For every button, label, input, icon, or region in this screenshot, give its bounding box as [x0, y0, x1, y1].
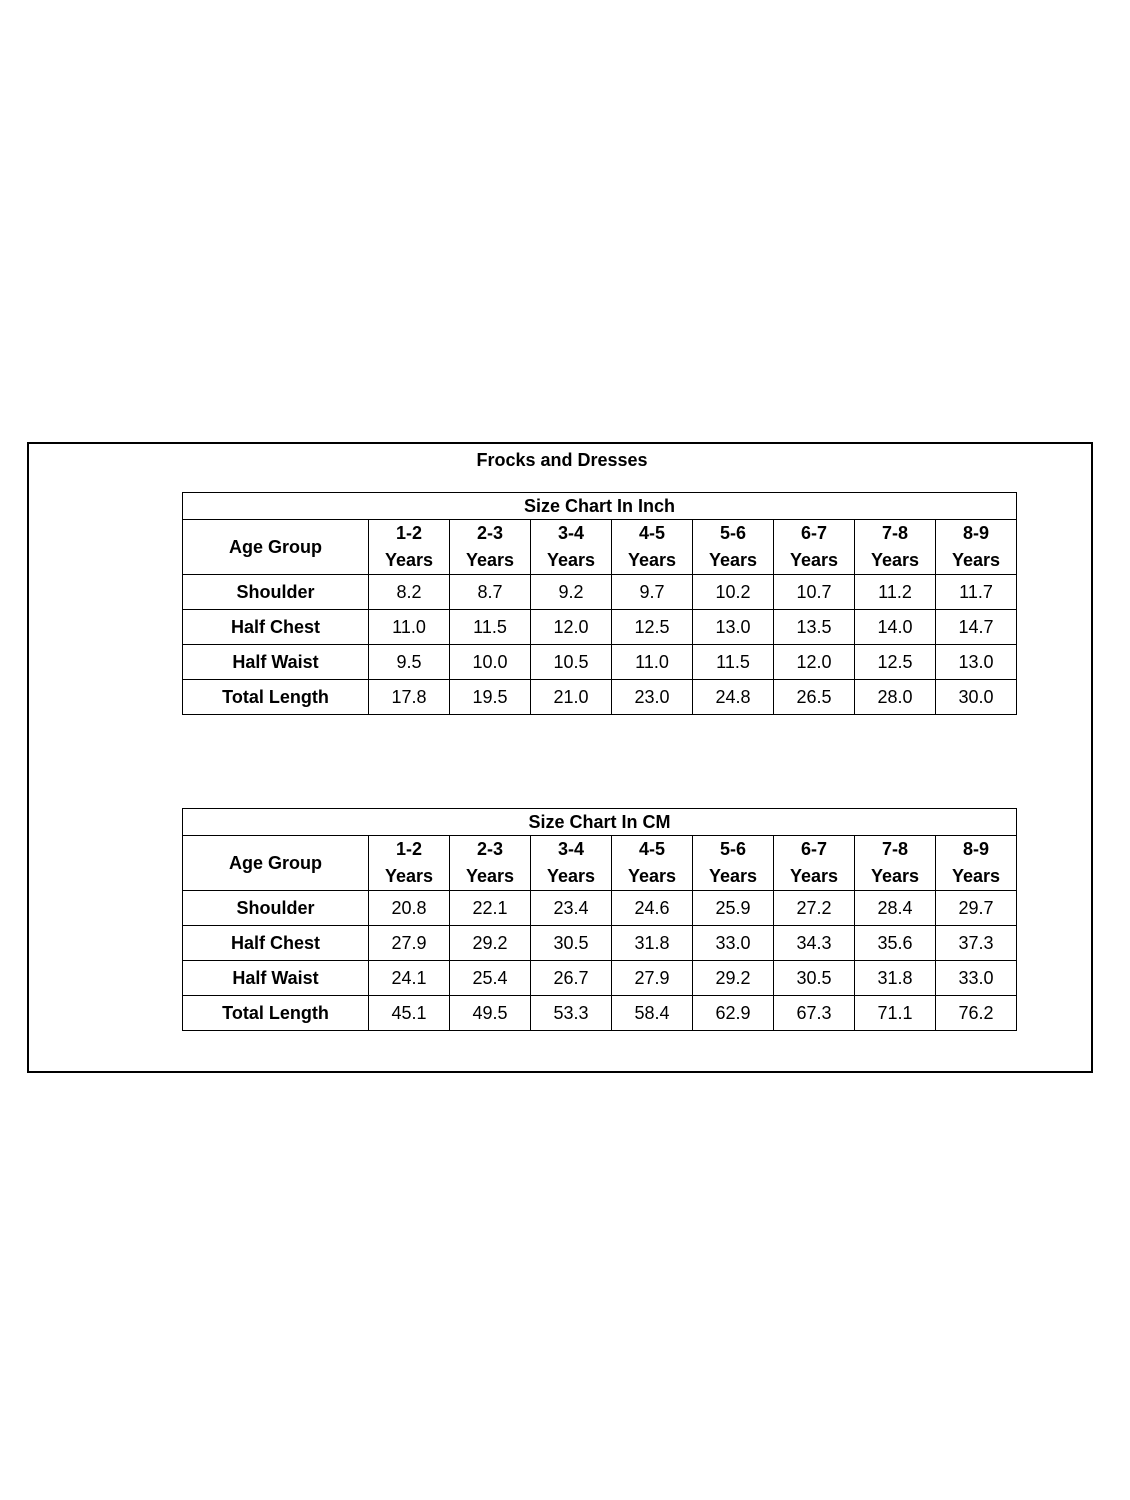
age-column-header [693, 520, 774, 575]
age-unit-label: Years [627, 550, 677, 570]
age-unit-label: Years [384, 550, 434, 570]
measurement-value: 11.0 [369, 610, 450, 645]
age-column-header [531, 836, 612, 891]
measurement-value: 62.9 [693, 996, 774, 1031]
age-range-label: 1-2 [395, 839, 422, 859]
age-unit-label: Years [789, 866, 839, 886]
measurement-value: 23.0 [612, 680, 693, 715]
age-unit-label: Years [708, 866, 758, 886]
measurement-value: 10.0 [450, 645, 531, 680]
age-unit-label: Years [384, 866, 434, 886]
measurement-label: Total Length [183, 680, 369, 715]
measurement-value: 22.1 [450, 891, 531, 926]
age-range-label: 2-3 [476, 839, 503, 859]
age-unit-label: Years [789, 550, 839, 570]
measurement-value: 14.0 [855, 610, 936, 645]
measurement-value: 49.5 [450, 996, 531, 1031]
measurement-value: 33.0 [936, 961, 1017, 996]
measurement-value: 23.4 [531, 891, 612, 926]
measurement-value: 14.7 [936, 610, 1017, 645]
measurement-value: 17.8 [369, 680, 450, 715]
table-row [183, 961, 1017, 996]
table-row [183, 891, 1017, 926]
age-range-label: 2-3 [476, 523, 503, 543]
measurement-value: 11.5 [693, 645, 774, 680]
measurement-value: 11.7 [936, 575, 1017, 610]
table-caption-row [183, 493, 1017, 520]
age-unit-label: Years [951, 866, 1001, 886]
measurement-value: 30.5 [531, 926, 612, 961]
age-unit-label: Years [951, 550, 1001, 570]
age-range-label: 6-7 [800, 839, 827, 859]
table-row [183, 926, 1017, 961]
measurement-value: 12.5 [855, 645, 936, 680]
measurement-value: 25.4 [450, 961, 531, 996]
measurement-value: 26.7 [531, 961, 612, 996]
age-range-label: 5-6 [719, 839, 746, 859]
document-title: Frocks and Dresses [476, 450, 648, 470]
measurement-value: 29.2 [693, 961, 774, 996]
age-unit-label: Years [546, 866, 596, 886]
measurement-value: 8.7 [450, 575, 531, 610]
age-unit-label: Years [546, 550, 596, 570]
measurement-value: 34.3 [774, 926, 855, 961]
size-table-inch [182, 492, 1017, 715]
measurement-value: 10.7 [774, 575, 855, 610]
measurement-value: 13.5 [774, 610, 855, 645]
age-range-label: 6-7 [800, 523, 827, 543]
age-unit-label: Years [465, 550, 515, 570]
measurement-value: 12.0 [531, 610, 612, 645]
measurement-value: 9.5 [369, 645, 450, 680]
measurement-value: 24.6 [612, 891, 693, 926]
table-row [183, 996, 1017, 1031]
age-column-header [450, 520, 531, 575]
measurement-value: 71.1 [855, 996, 936, 1031]
age-column-header [774, 836, 855, 891]
age-column-header [936, 836, 1017, 891]
age-column-header [774, 520, 855, 575]
age-unit-label: Years [870, 550, 920, 570]
table-row [183, 680, 1017, 715]
age-column-header [612, 520, 693, 575]
measurement-value: 35.6 [855, 926, 936, 961]
age-range-label: 7-8 [881, 839, 908, 859]
age-column-header [612, 836, 693, 891]
measurement-value: 45.1 [369, 996, 450, 1031]
table-caption: Size Chart In CM [183, 809, 1017, 836]
measurement-value: 28.4 [855, 891, 936, 926]
measurement-value: 12.5 [612, 610, 693, 645]
measurement-value: 29.2 [450, 926, 531, 961]
measurement-value: 11.2 [855, 575, 936, 610]
measurement-label: Shoulder [183, 891, 369, 926]
measurement-label: Half Waist [183, 961, 369, 996]
measurement-value: 13.0 [693, 610, 774, 645]
measurement-value: 27.9 [612, 961, 693, 996]
measurement-value: 27.9 [369, 926, 450, 961]
measurement-value: 37.3 [936, 926, 1017, 961]
measurement-value: 28.0 [855, 680, 936, 715]
measurement-value: 24.1 [369, 961, 450, 996]
measurement-value: 13.0 [936, 645, 1017, 680]
table-caption-row [183, 809, 1017, 836]
age-column-header [531, 520, 612, 575]
measurement-value: 25.9 [693, 891, 774, 926]
measurement-value: 76.2 [936, 996, 1017, 1031]
measurement-value: 12.0 [774, 645, 855, 680]
measurement-value: 27.2 [774, 891, 855, 926]
age-range-label: 8-9 [962, 839, 989, 859]
measurement-value: 31.8 [855, 961, 936, 996]
size-chart-frame [27, 442, 1093, 1073]
age-unit-label: Years [465, 866, 515, 886]
age-range-label: 8-9 [963, 523, 990, 543]
age-unit-label: Years [627, 866, 677, 886]
measurement-label: Half Chest [183, 926, 369, 961]
measurement-value: 29.7 [936, 891, 1017, 926]
measurement-value: 9.7 [612, 575, 693, 610]
age-group-header: Age Group [183, 836, 369, 891]
age-column-header [855, 836, 936, 891]
measurement-value: 67.3 [774, 996, 855, 1031]
age-column-header [855, 520, 936, 575]
age-column-header [450, 836, 531, 891]
measurement-label: Half Waist [183, 645, 369, 680]
measurement-value: 11.5 [450, 610, 531, 645]
size-table-cm [182, 808, 1017, 1031]
table-row [183, 610, 1017, 645]
age-column-header [369, 520, 450, 575]
measurement-value: 9.2 [531, 575, 612, 610]
measurement-label: Shoulder [183, 575, 369, 610]
measurement-value: 30.0 [936, 680, 1017, 715]
measurement-value: 53.3 [531, 996, 612, 1031]
measurement-value: 11.0 [612, 645, 693, 680]
measurement-value: 30.5 [774, 961, 855, 996]
measurement-value: 10.5 [531, 645, 612, 680]
measurement-value: 58.4 [612, 996, 693, 1031]
age-unit-label: Years [708, 550, 758, 570]
table-header-row [183, 520, 1017, 575]
age-range-label: 3-4 [557, 523, 584, 543]
measurement-value: 19.5 [450, 680, 531, 715]
age-group-header: Age Group [183, 520, 369, 575]
age-range-label: 5-6 [719, 523, 746, 543]
age-unit-label: Years [870, 866, 920, 886]
table-header-row [183, 836, 1017, 891]
measurement-value: 24.8 [693, 680, 774, 715]
age-range-label: 7-8 [881, 523, 908, 543]
age-range-label: 4-5 [638, 839, 665, 859]
table-row [183, 575, 1017, 610]
age-column-header [369, 836, 450, 891]
table-caption: Size Chart In Inch [183, 493, 1017, 520]
age-column-header [693, 836, 774, 891]
measurement-value: 26.5 [774, 680, 855, 715]
measurement-value: 21.0 [531, 680, 612, 715]
age-range-label: 3-4 [557, 839, 584, 859]
age-range-label: 1-2 [395, 523, 422, 543]
table-row [183, 645, 1017, 680]
measurement-value: 8.2 [369, 575, 450, 610]
measurement-value: 33.0 [693, 926, 774, 961]
measurement-label: Total Length [183, 996, 369, 1031]
measurement-label: Half Chest [183, 610, 369, 645]
age-range-label: 4-5 [638, 523, 665, 543]
measurement-value: 10.2 [693, 575, 774, 610]
age-column-header [936, 520, 1017, 575]
measurement-value: 31.8 [612, 926, 693, 961]
measurement-value: 20.8 [369, 891, 450, 926]
